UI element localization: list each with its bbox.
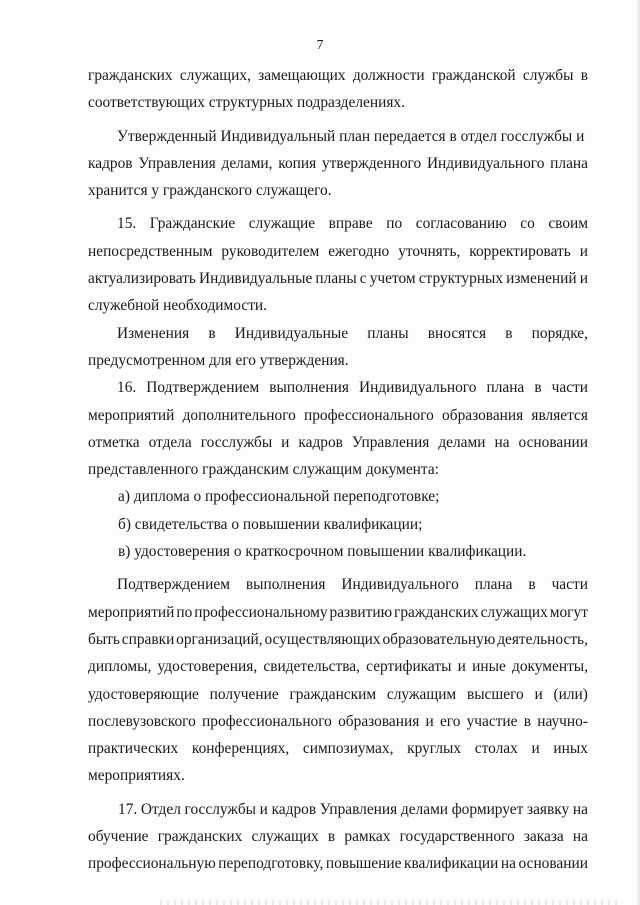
word: Индивидуального — [426, 154, 545, 172]
word: и — [579, 242, 588, 260]
list-item: а) диплома о профессиональной переподготовке; — [118, 488, 440, 506]
word: получение — [209, 685, 279, 703]
word: на — [500, 855, 516, 873]
text-line: мероприятиях. — [88, 767, 185, 785]
text-line — [88, 238, 588, 265]
word: участие — [466, 712, 518, 730]
word: служащие — [248, 215, 316, 233]
word: дополнительного — [182, 406, 296, 424]
word: в — [327, 828, 336, 846]
text-line: соответствующих структурных подразделениях. — [88, 94, 405, 112]
text-line — [88, 402, 588, 429]
page-number: 7 — [316, 38, 324, 53]
text-line: хранится у гражданского служащего. — [88, 182, 332, 200]
word: государственного — [399, 828, 515, 846]
word: и — [534, 685, 543, 703]
word: является — [531, 406, 588, 424]
word: кадров — [88, 154, 133, 172]
list-item: б) свидетельства о повышении квалификации; — [118, 515, 423, 533]
word: в — [528, 576, 536, 594]
word: и — [425, 712, 434, 730]
word: отдела — [148, 433, 192, 451]
word: удостоверения, — [157, 658, 258, 676]
word: Гражданские — [149, 215, 236, 233]
word: образования — [338, 712, 420, 730]
word: в — [580, 67, 588, 84]
text-line: представленного гражданским служащим документа: — [88, 461, 439, 479]
word: осуществляющих — [264, 630, 381, 648]
word: 16. — [117, 379, 137, 397]
word: на — [572, 828, 588, 846]
word: мероприятий — [88, 603, 175, 621]
word: мероприятий — [88, 406, 175, 424]
text-line — [88, 681, 588, 708]
word: кадров — [271, 800, 317, 818]
text-line — [88, 62, 588, 89]
word: служащим — [386, 685, 457, 703]
word: профессионального — [304, 406, 434, 424]
word: основании — [518, 855, 588, 873]
word: Подтверждением — [146, 379, 260, 397]
word: на — [572, 800, 588, 818]
word: заявку — [527, 800, 570, 818]
word: образования — [442, 406, 524, 424]
text-line: Утвержденный Индивидуальный план передается в отдел госслужбы и — [117, 127, 585, 145]
word: развитию — [329, 603, 393, 621]
word: гражданским — [289, 685, 377, 703]
word: копия — [278, 154, 317, 172]
word: Индивидуального — [358, 379, 477, 397]
word: планы — [367, 324, 409, 342]
word: корректировать — [469, 242, 571, 260]
word: в — [208, 324, 216, 342]
word: в — [523, 712, 531, 730]
word: замещающих — [258, 67, 346, 84]
word: столах — [474, 740, 518, 758]
word: удостоверяющие — [88, 685, 199, 703]
word: делами — [400, 800, 449, 818]
page-edge-shadow — [636, 0, 640, 905]
text-line — [88, 599, 588, 626]
document-body — [88, 62, 588, 878]
word: Индивидуального — [341, 576, 459, 594]
word: части — [551, 576, 588, 594]
word: высшего — [466, 685, 524, 703]
word: порядке, — [531, 324, 588, 342]
word: рамках — [344, 828, 391, 846]
word: в — [534, 379, 542, 397]
word: вправе — [328, 215, 373, 233]
text-line: служебной необходимости. — [88, 297, 268, 315]
word: по — [176, 603, 193, 621]
text-line — [88, 571, 588, 598]
text-line — [88, 374, 588, 401]
word: переподготовку, — [218, 855, 324, 873]
word: 15. — [117, 215, 137, 233]
word: повышение — [325, 855, 402, 873]
word: сертификаты — [366, 658, 452, 676]
text-line — [88, 823, 588, 850]
word: утвержденного — [321, 154, 422, 172]
word: учетом — [369, 270, 416, 288]
word: плана — [486, 379, 525, 397]
text-line — [88, 210, 588, 237]
word: должности — [352, 67, 425, 84]
word: выполнения — [245, 576, 326, 594]
word: его — [439, 712, 461, 730]
word: обучение — [88, 828, 149, 846]
text-line: предусмотренном для его утверждения. — [88, 351, 349, 369]
text-line — [88, 708, 588, 735]
word: планы — [315, 270, 357, 288]
word: формирует — [451, 800, 524, 818]
text-line — [88, 429, 588, 456]
word: плана — [474, 576, 513, 594]
word: вносятся — [427, 324, 487, 342]
word: части — [551, 379, 588, 397]
word: могут — [549, 603, 588, 621]
word: симпозиумах, — [302, 740, 394, 758]
word: госслужбы — [184, 800, 256, 818]
word: деятельность, — [497, 630, 588, 648]
text-line — [88, 265, 588, 292]
text-line — [88, 796, 588, 823]
word: Управления — [319, 800, 398, 818]
word: профессионального — [202, 712, 332, 730]
word: служащих — [480, 603, 548, 621]
word: служащих, — [179, 67, 251, 84]
word: служащих — [251, 828, 319, 846]
word: ежегодно — [328, 242, 390, 260]
list-item: в) удостоверения о краткосрочном повышении квалификации. — [118, 543, 527, 561]
text-line — [88, 320, 588, 347]
word: Изменения — [117, 324, 190, 342]
text-line — [88, 735, 588, 762]
word: кадров — [298, 433, 343, 451]
word: на — [494, 433, 510, 451]
word: заказа — [523, 828, 564, 846]
word: непосредственным — [88, 242, 213, 260]
text-line — [88, 626, 588, 653]
word: Управления — [351, 433, 430, 451]
word: гражданской — [431, 67, 516, 84]
word: и — [457, 658, 466, 676]
word: иные — [472, 658, 506, 676]
word: организаций, — [176, 630, 263, 648]
word: гражданских — [394, 603, 479, 621]
word: гражданских — [157, 828, 243, 846]
word: и — [281, 433, 290, 451]
word: в — [505, 324, 513, 342]
word: структурных — [418, 270, 504, 288]
word: изменений — [506, 270, 577, 288]
word: актуализировать — [88, 270, 196, 288]
text-line — [88, 653, 588, 680]
word: и — [579, 270, 588, 288]
word: с — [359, 270, 367, 288]
text-line — [88, 150, 588, 177]
word: конференциях, — [191, 740, 290, 758]
word: плана — [550, 154, 588, 172]
word: профессиональному — [194, 603, 328, 621]
word: послевузовского — [88, 712, 196, 730]
word: дипломы, — [88, 658, 152, 676]
word: Отдел — [140, 800, 181, 818]
word: уточнять, — [398, 242, 461, 260]
word: 17. — [118, 800, 138, 818]
word: согласованию — [415, 215, 507, 233]
word: круглых — [407, 740, 462, 758]
word: справки — [121, 630, 175, 648]
word: практических — [88, 740, 179, 758]
word: делами, — [221, 154, 273, 172]
word: выполнения — [269, 379, 349, 397]
word: научно- — [537, 712, 588, 730]
word: основании — [518, 433, 588, 451]
word: и — [531, 740, 540, 758]
word: по — [386, 215, 403, 233]
word: Подтверждением — [117, 576, 230, 594]
word: Индивидуальные — [199, 270, 313, 288]
word: Индивидуальные — [234, 324, 349, 342]
word: быть — [88, 630, 120, 648]
word: своим — [548, 215, 588, 233]
text-line — [88, 850, 588, 877]
word: руководителем — [221, 242, 320, 260]
word: делами — [438, 433, 486, 451]
word: (или) — [553, 685, 588, 703]
scan-artifact — [160, 900, 620, 905]
word: и — [259, 800, 268, 818]
word: образовательную — [382, 630, 496, 648]
word: иных — [553, 740, 588, 758]
word: документы, — [512, 658, 588, 676]
word: Управления — [138, 154, 216, 172]
word: службы — [522, 67, 574, 84]
word: профессиональную — [88, 855, 216, 873]
word: квалификации — [403, 855, 499, 873]
word: гражданских — [88, 67, 173, 84]
word: со — [520, 215, 535, 233]
word: госслужбы — [200, 433, 273, 451]
word: свидетельства, — [263, 658, 360, 676]
word: отметка — [88, 433, 140, 451]
